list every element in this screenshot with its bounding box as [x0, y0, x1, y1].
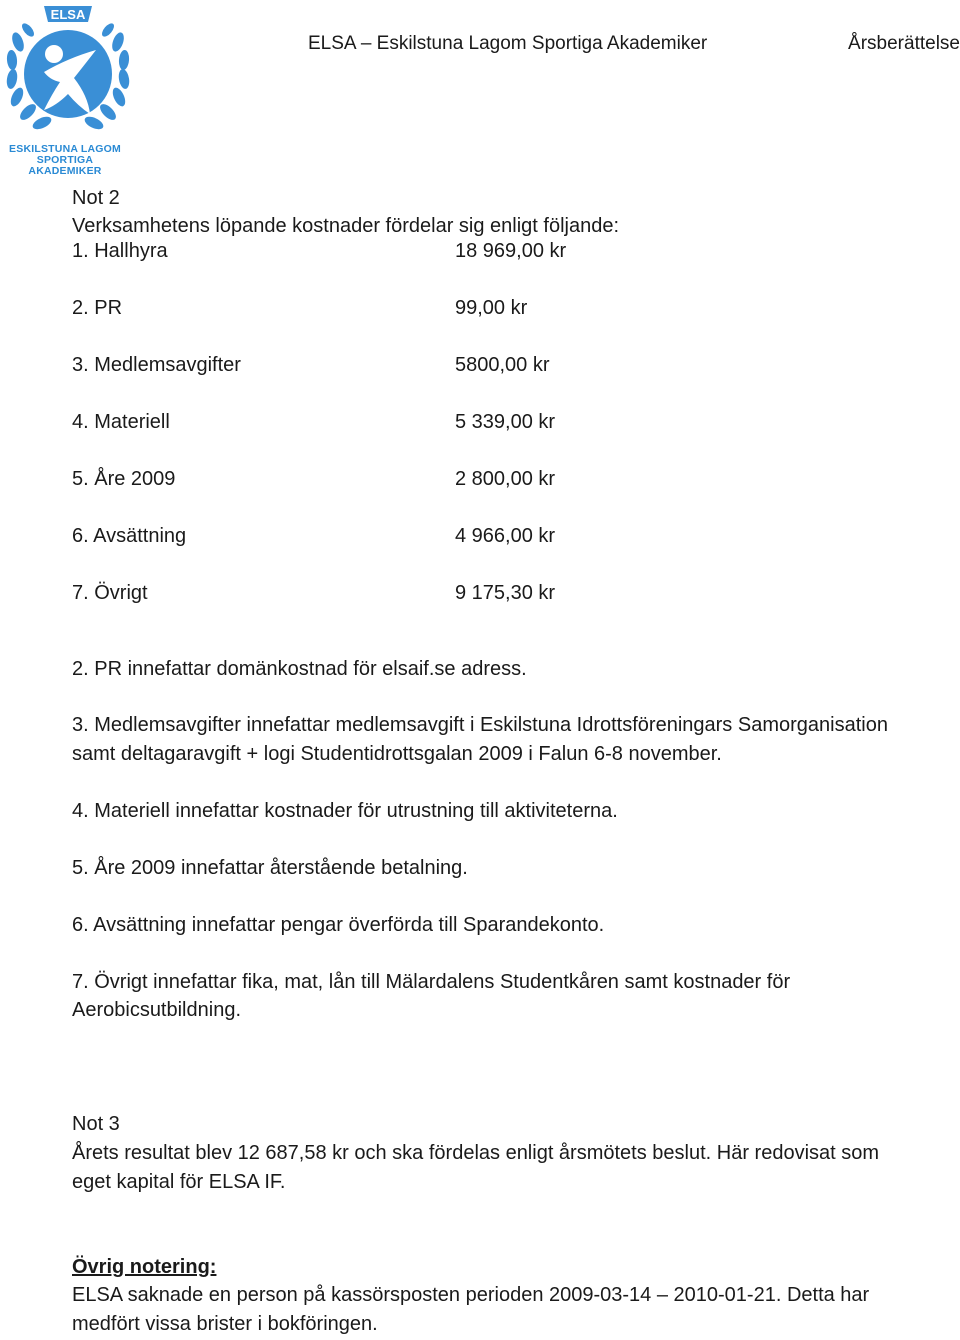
explanation-medlem-line1: 3. Medlemsavgifter innefattar medlemsavgift i Eskilstuna Idrottsföreningars Samorganisation — [72, 714, 888, 736]
cost-item-label: 4. Materiell — [72, 411, 170, 433]
other-note-heading: Övrig notering: — [72, 1256, 217, 1278]
logo-name: ELSA — [50, 7, 86, 22]
cost-item-label: 2. PR — [72, 297, 123, 319]
cost-item-amount: 2 800,00 kr — [455, 468, 556, 490]
cost-item-amount: 4 966,00 kr — [455, 525, 556, 547]
explanation-ovrigt-line1: 7. Övrigt innefattar fika, mat, lån till Mälardalens Studentkåren samt kostnader för — [72, 971, 791, 993]
note3-line2: eget kapital för ELSA IF. — [72, 1171, 286, 1193]
note3-heading: Not 3 — [72, 1113, 120, 1135]
cost-item-amount: 99,00 kr — [455, 297, 528, 319]
elsa-logo — [4, 2, 132, 166]
explanation-are: 5. Åre 2009 innefattar återstående betalning. — [72, 857, 468, 879]
logo-line2: SPORTIGA AKADEMIKER — [28, 154, 102, 177]
explanation-avsattning: 6. Avsättning innefattar pengar överförda till Sparandekonto. — [72, 914, 605, 936]
cost-item-amount: 5800,00 kr — [455, 354, 550, 376]
laurel-wreath-icon — [4, 2, 132, 146]
other-note-line2: medfört vissa brister i bokföringen. — [72, 1313, 378, 1335]
explanation-materiell: 4. Materiell innefattar kostnader för utrustning till aktiviteterna. — [72, 800, 618, 822]
explanation-medlem-line2: samt deltagaravgift + logi Studentidrottsgalan 2009 i Falun 6-8 november. — [72, 743, 722, 765]
note3-line1: Årets resultat blev 12 687,58 kr och ska fördelas enligt årsmötets beslut. Här redovisat som — [72, 1142, 880, 1164]
header-doc-type: Årsberättelse — [848, 33, 960, 54]
cost-item-amount: 18 969,00 kr — [455, 240, 567, 262]
cost-item-label: 3. Medlemsavgifter — [72, 354, 241, 376]
cost-item-amount: 5 339,00 kr — [455, 411, 556, 433]
explanation-pr: 2. PR innefattar domänkostnad för elsaif.se adress. — [72, 658, 527, 680]
cost-item-label: 6. Avsättning — [72, 525, 187, 547]
note2-heading: Not 2 — [72, 187, 120, 209]
note2-intro: Verksamhetens löpande kostnader fördelar sig enligt följande: — [72, 215, 620, 237]
cost-item-label: 5. Åre 2009 — [72, 468, 176, 490]
header-title: ELSA – Eskilstuna Lagom Sportiga Akademiker — [308, 33, 708, 54]
explanation-ovrigt-line2: Aerobicsutbildning. — [72, 999, 241, 1021]
other-note-line1: ELSA saknade en person på kassörsposten perioden 2009-03-14 – 2010-01-21. Detta har — [72, 1284, 870, 1306]
cost-item-label: 1. Hallhyra — [72, 240, 168, 262]
cost-item-label: 7. Övrigt — [72, 582, 148, 604]
cost-item-amount: 9 175,30 kr — [455, 582, 556, 604]
logo-line1: ESKILSTUNA LAGOM — [9, 143, 121, 155]
